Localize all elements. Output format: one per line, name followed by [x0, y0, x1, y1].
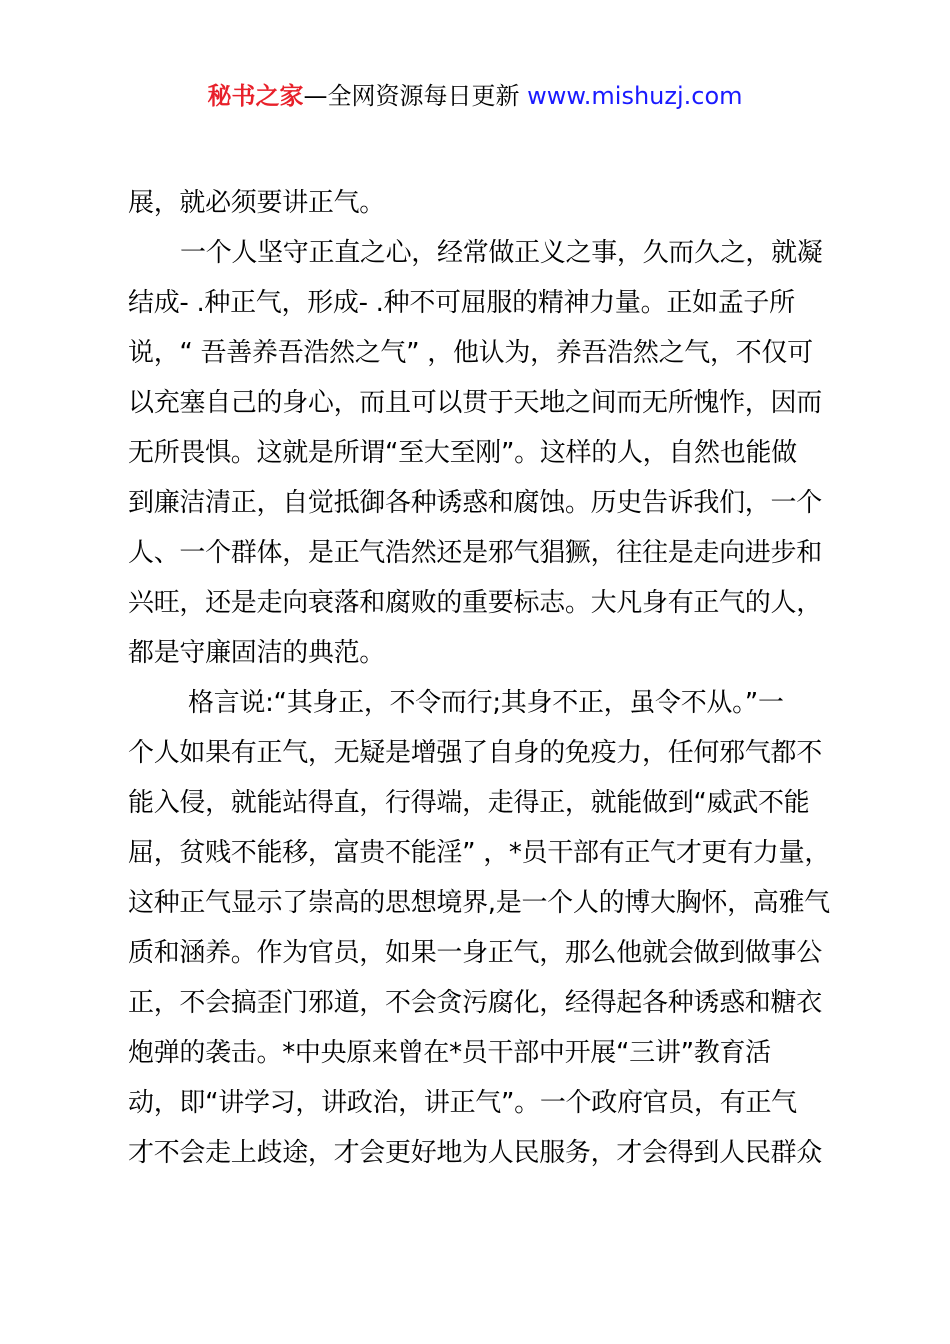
text-line: 无所畏惧。这就是所谓“至大至刚”。这样的人，自然也能做 [128, 438, 797, 468]
text-line: 才不会走上歧途，才会更好地为人民服务，才会得到人民群众 [128, 1138, 822, 1168]
document-body [128, 178, 834, 1178]
text-line: 兴旺，还是走向衰落和腐败的重要标志。大凡身有正气的人， [128, 588, 822, 618]
text-line: 质和涵养。作为官员，如果一身正气，那么他就会做到做事公 [128, 938, 822, 968]
header-tagline: —全网资源每日更新 [303, 82, 528, 110]
text-line: 说，“ 吾善养吾浩然之气” ，他认为，养吾浩然之气，不仅可 [128, 338, 813, 368]
text-line: 展，就必须要讲正气。 [128, 188, 386, 218]
text-line: 以充塞自己的身心，而且可以贯于天地之间而无所愧怍，因而 [128, 388, 822, 418]
brand-name: 秘书之家 [207, 82, 304, 110]
paragraph-start-line: 一个人坚守正直之心，经常做正义之事，久而久之，就凝 [180, 238, 823, 268]
text-line: 这种正气显示了崇高的思想境界,是一个人的博大胸怀，高雅气 [128, 888, 830, 918]
text-line: 结成- .种正气，形成- .种不可屈服的精神力量。正如孟子所 [128, 288, 795, 318]
page-header [0, 80, 950, 112]
site-url-link[interactable]: www.mishuzj.com [527, 82, 743, 110]
text-line: 正，不会搞歪门邪道，不会贪污腐化，经得起各种诱惑和糖衣 [128, 988, 822, 1018]
text-line: 屈，贫贱不能移，富贵不能淫” ，*员干部有正气才更有力量， [128, 838, 831, 868]
paragraph-start-line: 格言说:“其身正，不令而行;其身不正，虽令不从。”一 [188, 688, 784, 718]
text-line: 到廉洁清正，自觉抵御各种诱惑和腐蚀。历史告诉我们，一个 [128, 488, 822, 518]
text-line: 人、一个群体，是正气浩然还是邪气猖獗，往往是走向进步和 [128, 538, 822, 568]
text-line: 能入侵，就能站得直，行得端，走得正，就能做到“威武不能 [128, 788, 810, 818]
text-line: 个人如果有正气，无疑是增强了自身的免疫力，任何邪气都不 [128, 738, 822, 768]
text-line: 动，即“讲学习，讲政治，讲正气”。一个政府官员，有正气 [128, 1088, 797, 1118]
text-line: 都是守廉固洁的典范。 [128, 638, 386, 668]
text-line: 炮弹的袭击。*中央原来曾在*员干部中开展“三讲”教育活 [128, 1038, 771, 1068]
